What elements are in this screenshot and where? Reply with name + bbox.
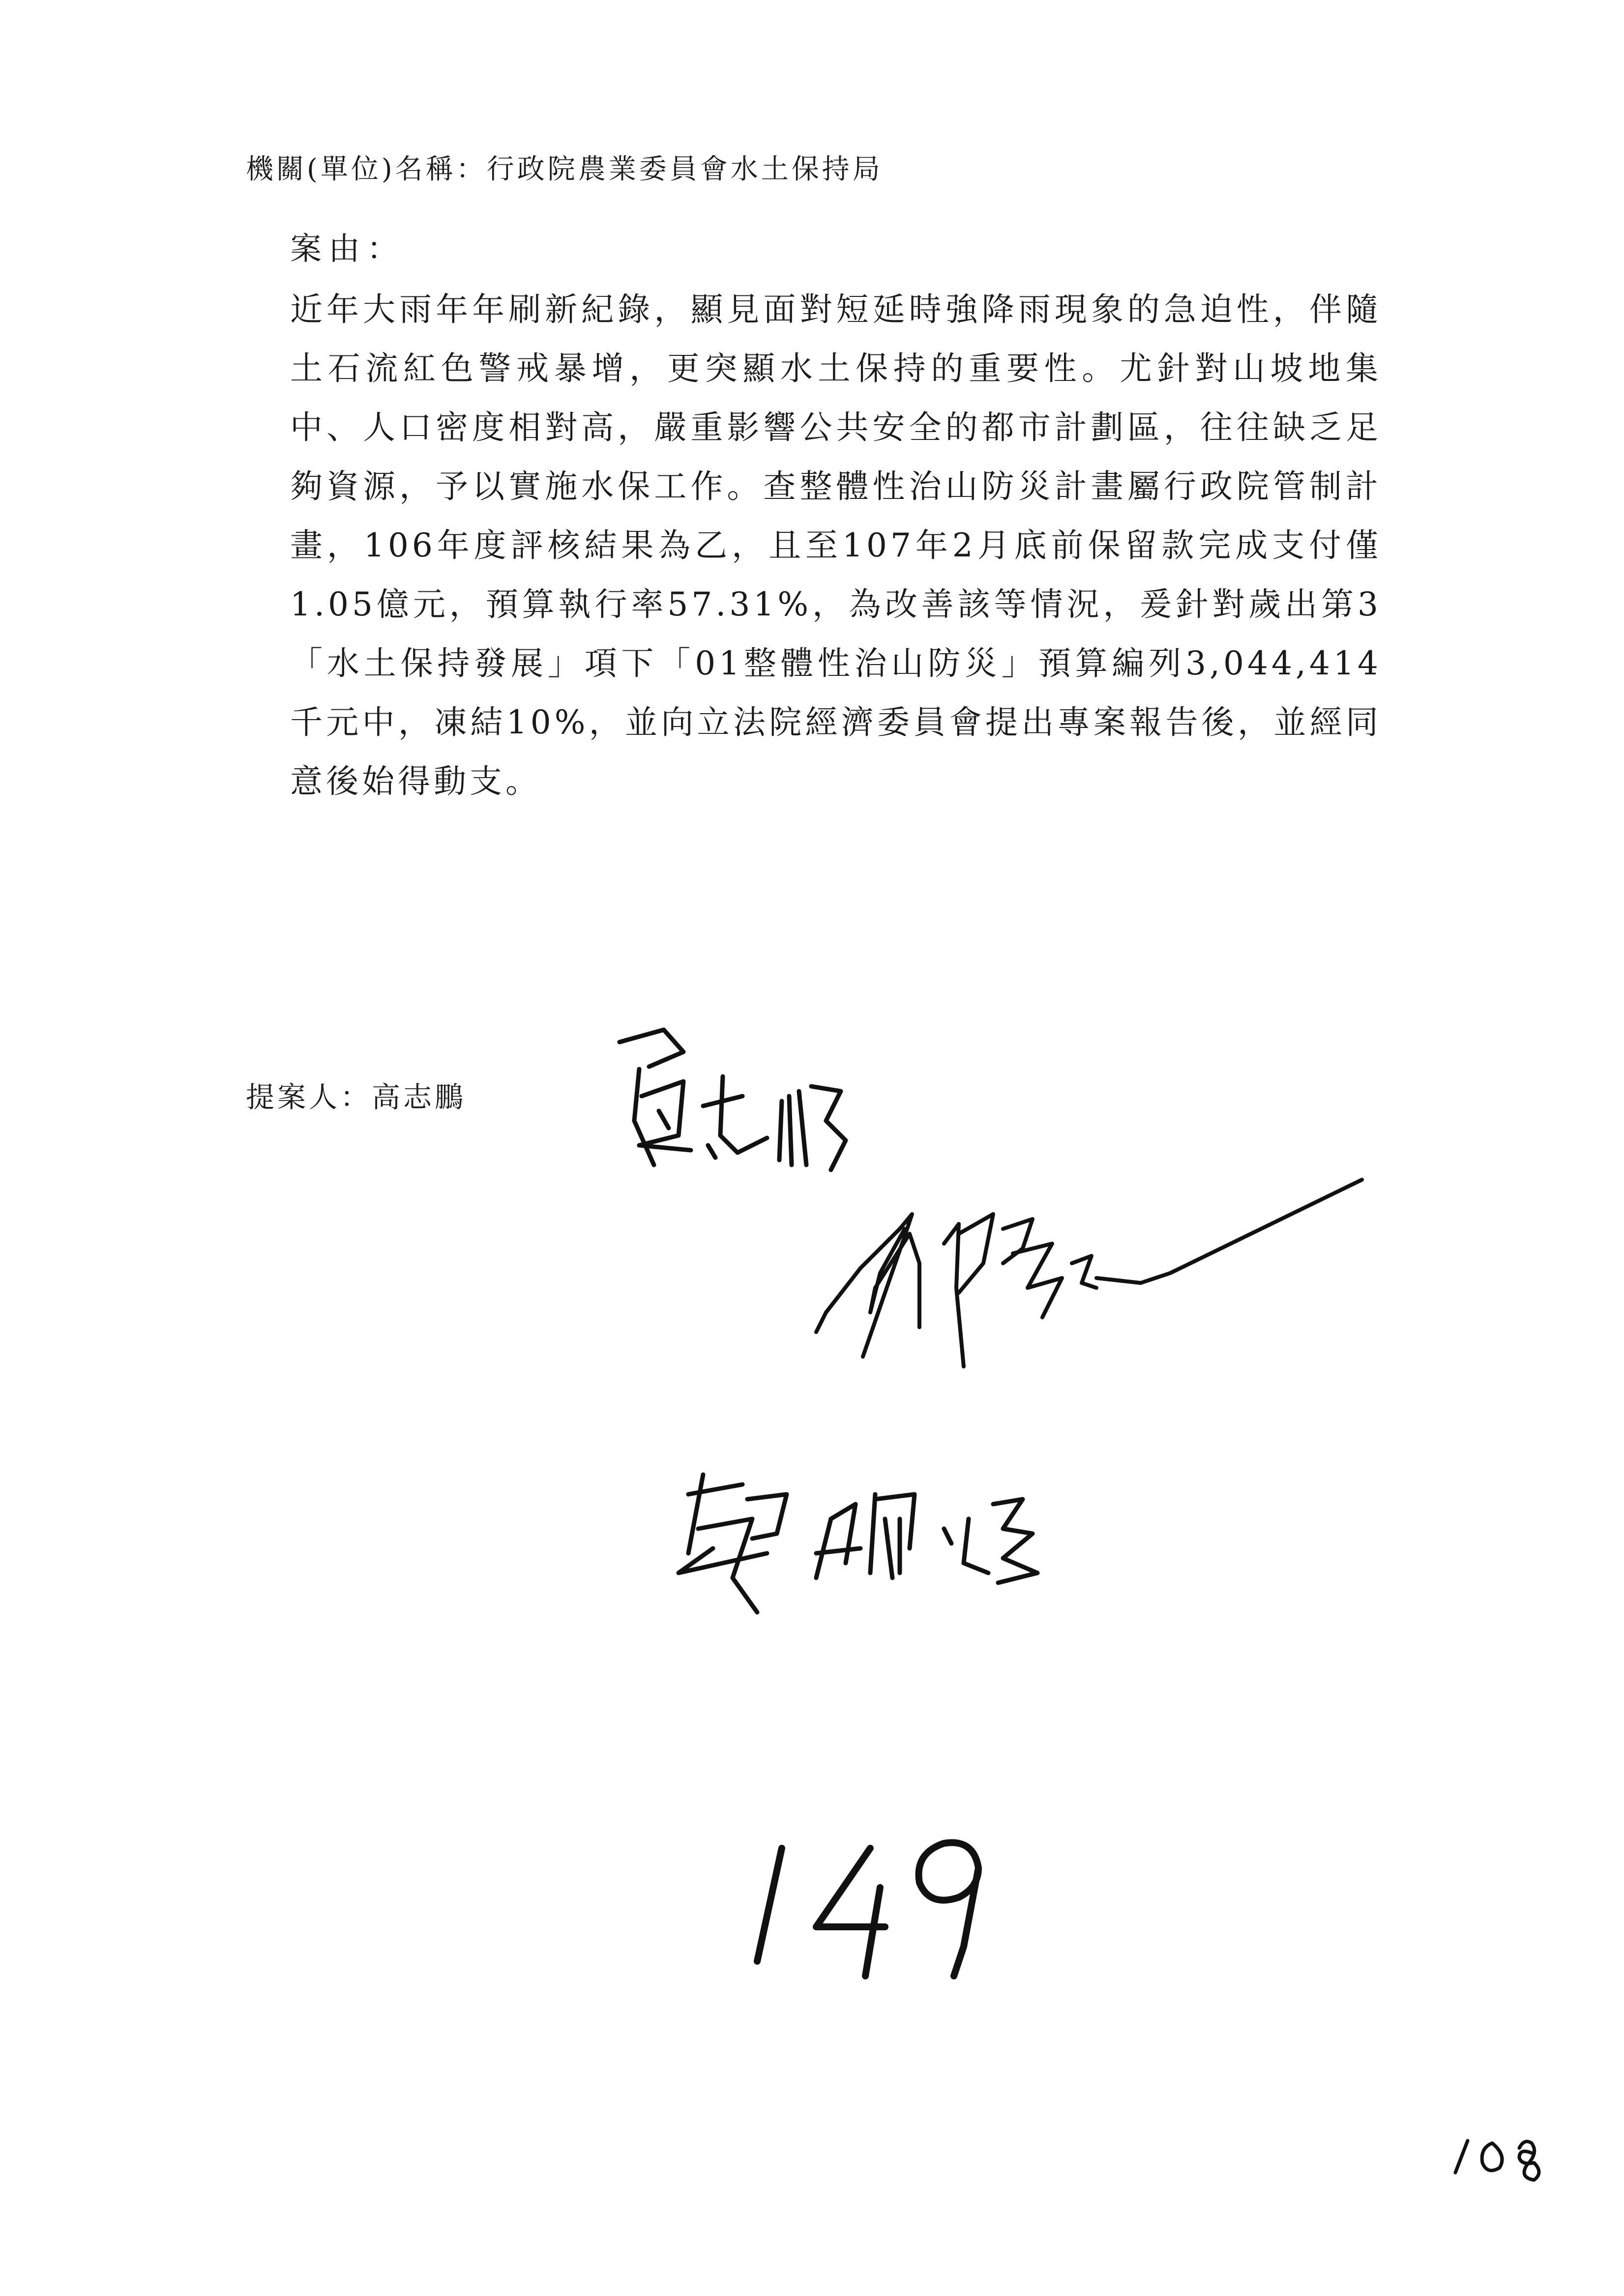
agency-name: 機關(單位)名稱：行政院農業委員會水土保持局 xyxy=(246,153,883,185)
cosigner-signature-2 xyxy=(669,1465,1111,1627)
case-reason-body: 近年大雨年年刷新紀錄，顯見面對短延時強降雨現象的急迫性，伴隨土石流紅色警戒暴增，更突顯水土保持的重要性。尤針對山坡地集中、人口密度相對高，嚴重影響公共安全的都市計劃區，往往缺乏足夠資源，予以實施水保工作。查整體性治山防災計畫屬行政院管制計畫，106年度評核結果為乙，且至107年2月底前保留款完成支付僅1.05億元，預算執行率57.31%，為改善該等情況，爰針對歲出第3「水土保持發展」項下「01整體性治山防災」預算編列3,044,414千元中，凍結10%，並向立法院經濟委員會提出專案報告後，並經同意後始得動支。 xyxy=(290,291,1382,800)
cosigner-signature-1 xyxy=(797,1165,1387,1386)
proposer-label: 提案人：高志鵬 xyxy=(246,1080,467,1114)
proposer-signature xyxy=(610,1022,856,1185)
case-reason-label: 案由： xyxy=(290,231,405,267)
page-number xyxy=(1446,2128,1559,2182)
handwritten-number xyxy=(723,1829,998,1991)
